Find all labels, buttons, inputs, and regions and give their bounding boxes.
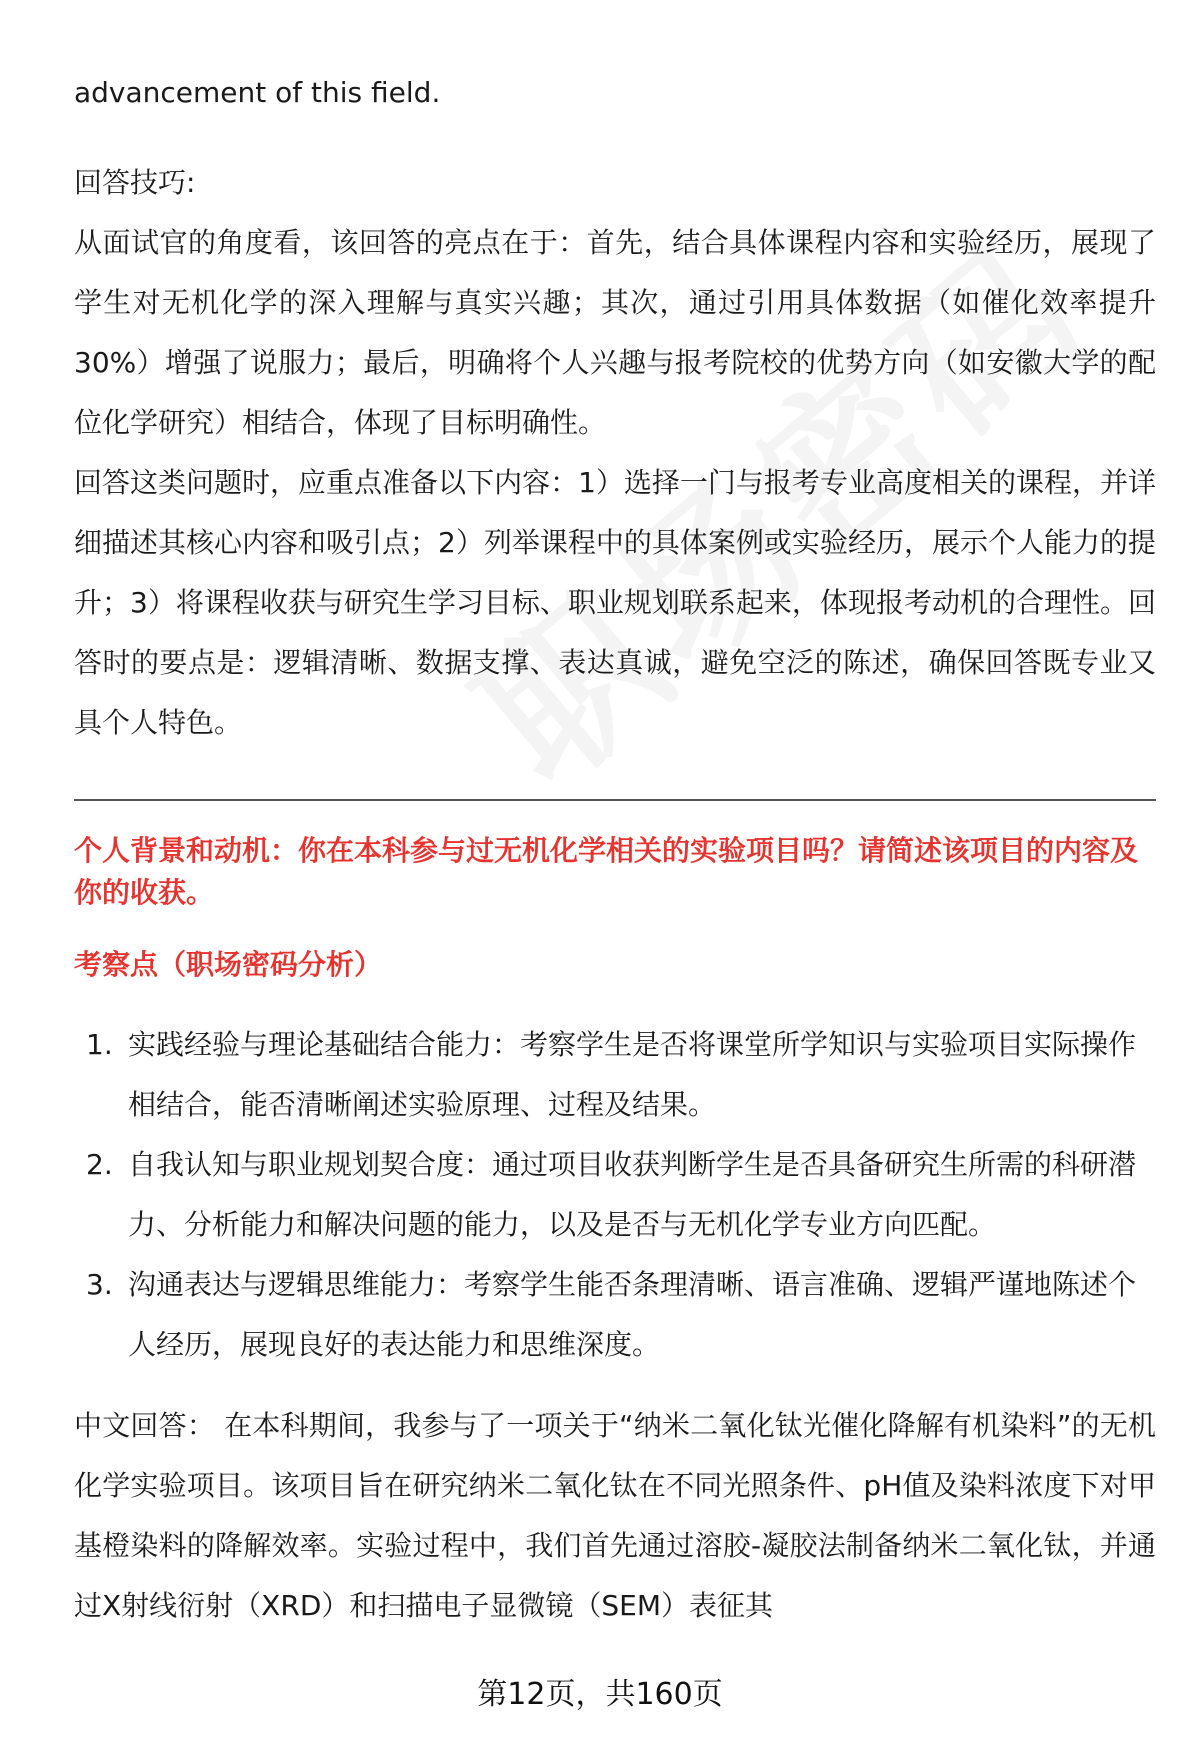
list-item-number: 1. [86, 1028, 113, 1061]
focus-points-list [74, 1015, 1156, 1375]
list-item [74, 1135, 1156, 1255]
tips-paragraph-2: 回答这类问题时，应重点准备以下内容：1）选择一门与报考专业高度相关的课程，并详细描述其核心内容和吸引点；2）列举课程中的具体案例或实验经历，展示个人能力的提升；3）将课程收获与研究生学习目标、职业规划联系起来，体现报考动机的合理性。回答时的要点是：逻辑清晰、数据支撑、表达真诚，避免空泛的陈述，确保回答既专业又具个人特色。 [74, 466, 1156, 739]
list-item-text: 沟通表达与逻辑思维能力：考察学生能否条理清晰、语言准确、逻辑严谨地陈述个人经历，展现良好的表达能力和思维深度。 [128, 1268, 1137, 1361]
list-item-text: 实践经验与理论基础结合能力：考察学生是否将课堂所学知识与实验项目实际操作相结合，能否清晰阐述实验原理、过程及结果。 [128, 1028, 1137, 1121]
tips-heading: 回答技巧: [74, 166, 196, 199]
section-divider [74, 799, 1156, 801]
focus-points-heading: 考察点（职场密码分析） [74, 948, 383, 981]
list-item [74, 1255, 1156, 1375]
list-item-number: 3. [86, 1268, 113, 1301]
answer-tips-section [74, 153, 1156, 753]
tips-paragraph-1: 从面试官的角度看，该回答的亮点在于：首先，结合具体课程内容和实验经历，展现了学生对无机化学的深入理解与真实兴趣；其次，通过引用具体数据（如催化效率提升30%）增强了说服力；最后，明确将个人兴趣与报考院校的优势方向（如安徽大学的配位化学研究）相结合，体现了目标明确性。 [74, 226, 1156, 439]
list-item [74, 1015, 1156, 1135]
question-heading: 个人背景和动机：你在本科参与过无机化学相关的实验项目吗？请简述该项目的内容及你的收获。 [74, 834, 1139, 909]
intro-english-line: advancement of this field. [74, 76, 441, 109]
page-number-footer: 第12页，共160页 [477, 1677, 723, 1712]
list-item-text: 自我认知与职业规划契合度：通过项目收获判断学生是否具备研究生所需的科研潜力、分析能力和解决问题的能力，以及是否与无机化学专业方向匹配。 [128, 1148, 1137, 1241]
list-item-number: 2. [86, 1148, 113, 1181]
chinese-answer-paragraph: 中文回答： 在本科期间，我参与了一项关于“纳米二氧化钛光催化降解有机染料”的无机化学实验项目。该项目旨在研究纳米二氧化钛在不同光照条件、pH值及染料浓度下对甲基橙染料的降解效率。实验过程中，我们首先通过溶胶-凝胶法制备纳米二氧化钛，并通过X射线衍射（XRD）和扫描电子显微镜（SEM）表征其 [74, 1409, 1156, 1622]
